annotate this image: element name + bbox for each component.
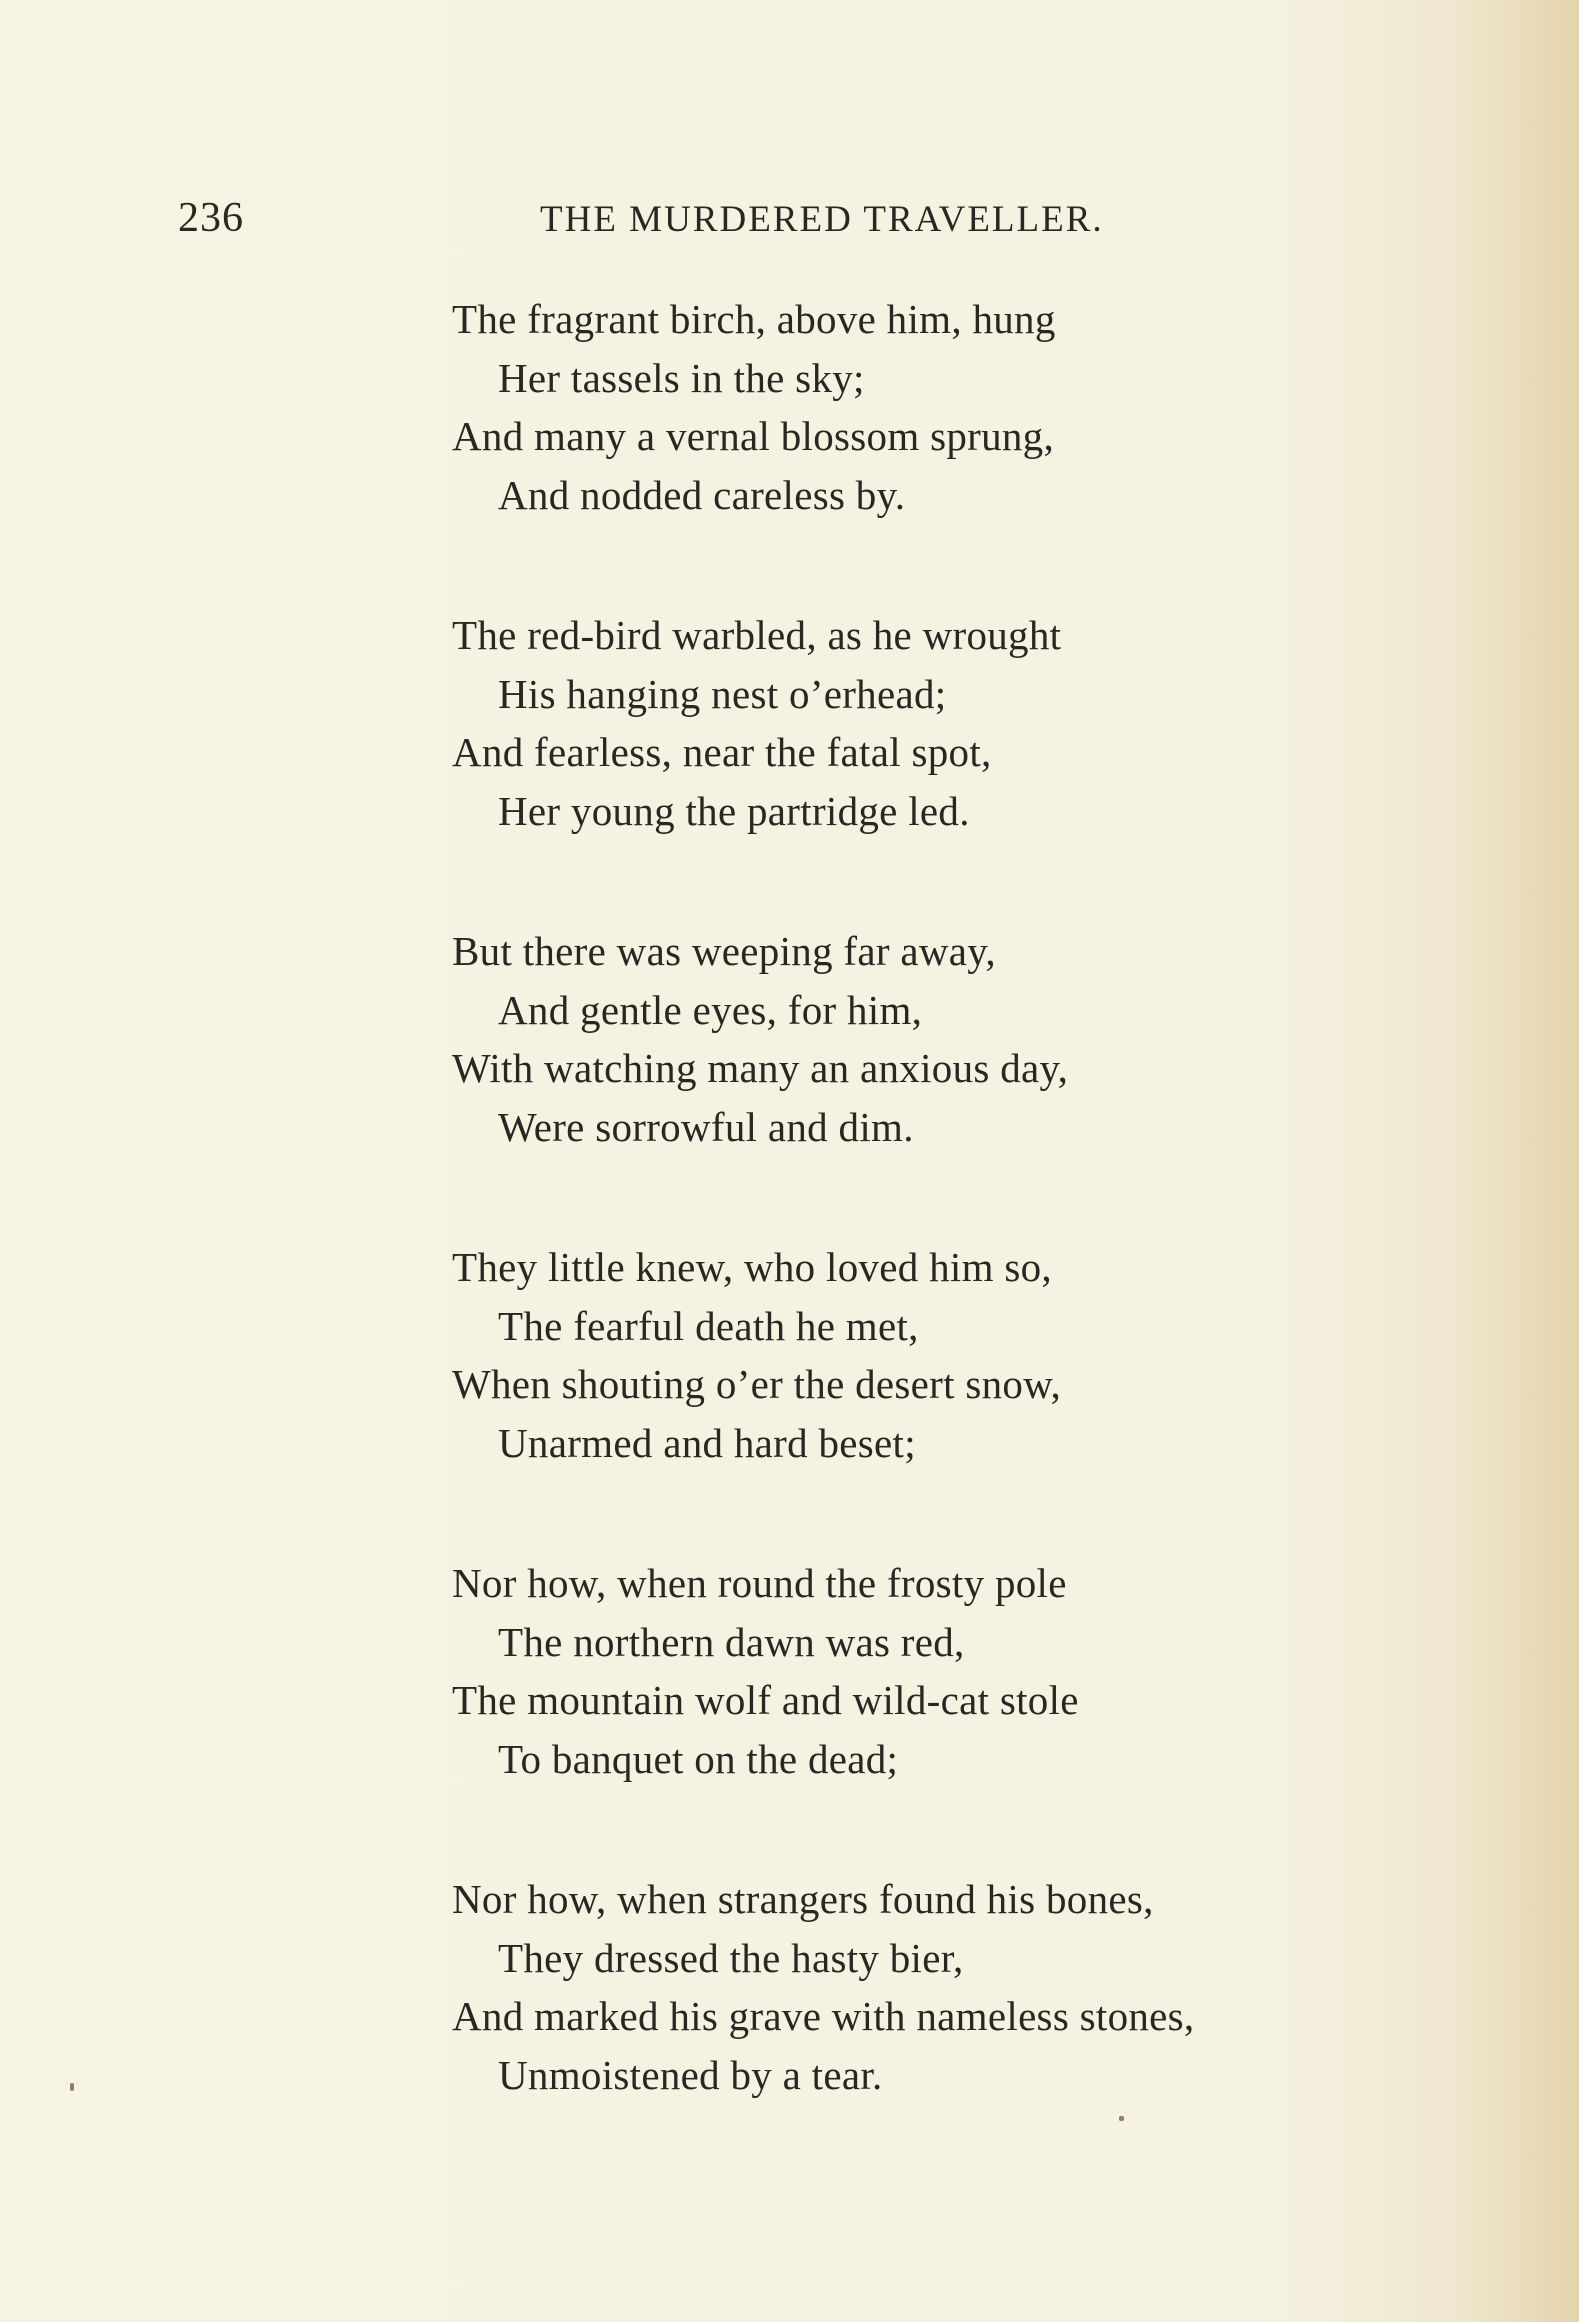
poem-line: And nodded careless by. [498,471,906,518]
poem-line: Nor how, when strangers found his bones, [452,1876,1154,1922]
stanza [452,1870,1352,2104]
poem-line: The mountain wolf and wild-cat stole [452,1677,1079,1723]
poem-line: But there was weeping far away, [452,928,996,974]
stanza [452,1238,1352,1472]
page-number: 236 [178,195,244,241]
poem-line: And gentle eyes, for him, [498,986,923,1033]
poem-line: Her young the partridge led. [498,787,970,834]
poem-line: They dressed the hasty bier, [498,1934,964,1981]
poem-line: And many a vernal blossom sprung, [452,413,1055,459]
poem-line: His hanging nest o’erhead; [498,670,947,717]
poem-line: The northern dawn was red, [498,1618,965,1665]
page-header [0,194,1579,248]
poem-line: Her tassels in the sky; [498,354,865,401]
stanza [452,1554,1352,1788]
stanza [452,922,1352,1156]
paper-speck [1119,2116,1124,2121]
stanza [452,290,1352,524]
poem-line: And marked his grave with nameless stones, [452,1993,1195,2039]
poem-line: And fearless, near the fatal spot, [452,729,992,775]
poem [452,290,1352,2186]
stanza [452,606,1352,840]
poem-line: To banquet on the dead; [498,1735,899,1782]
paper-speck [70,2083,74,2091]
poem-line: The red-bird warbled, as he wrought [452,612,1062,658]
poem-line: Unmoistened by a tear. [498,2051,883,2098]
poem-line: Unarmed and hard beset; [498,1419,916,1466]
running-title: THE MURDERED TRAVELLER. [540,199,1104,240]
poem-line: The fearful death he met, [498,1302,919,1349]
poem-line: The fragrant birch, above him, hung [452,296,1056,342]
poem-line: They little knew, who loved him so, [452,1244,1052,1290]
poem-line: Were sorrowful and dim. [498,1103,914,1150]
poem-line: With watching many an anxious day, [452,1045,1069,1091]
poem-line: Nor how, when round the frosty pole [452,1560,1067,1606]
poem-line: When shouting o’er the desert snow, [452,1361,1062,1407]
